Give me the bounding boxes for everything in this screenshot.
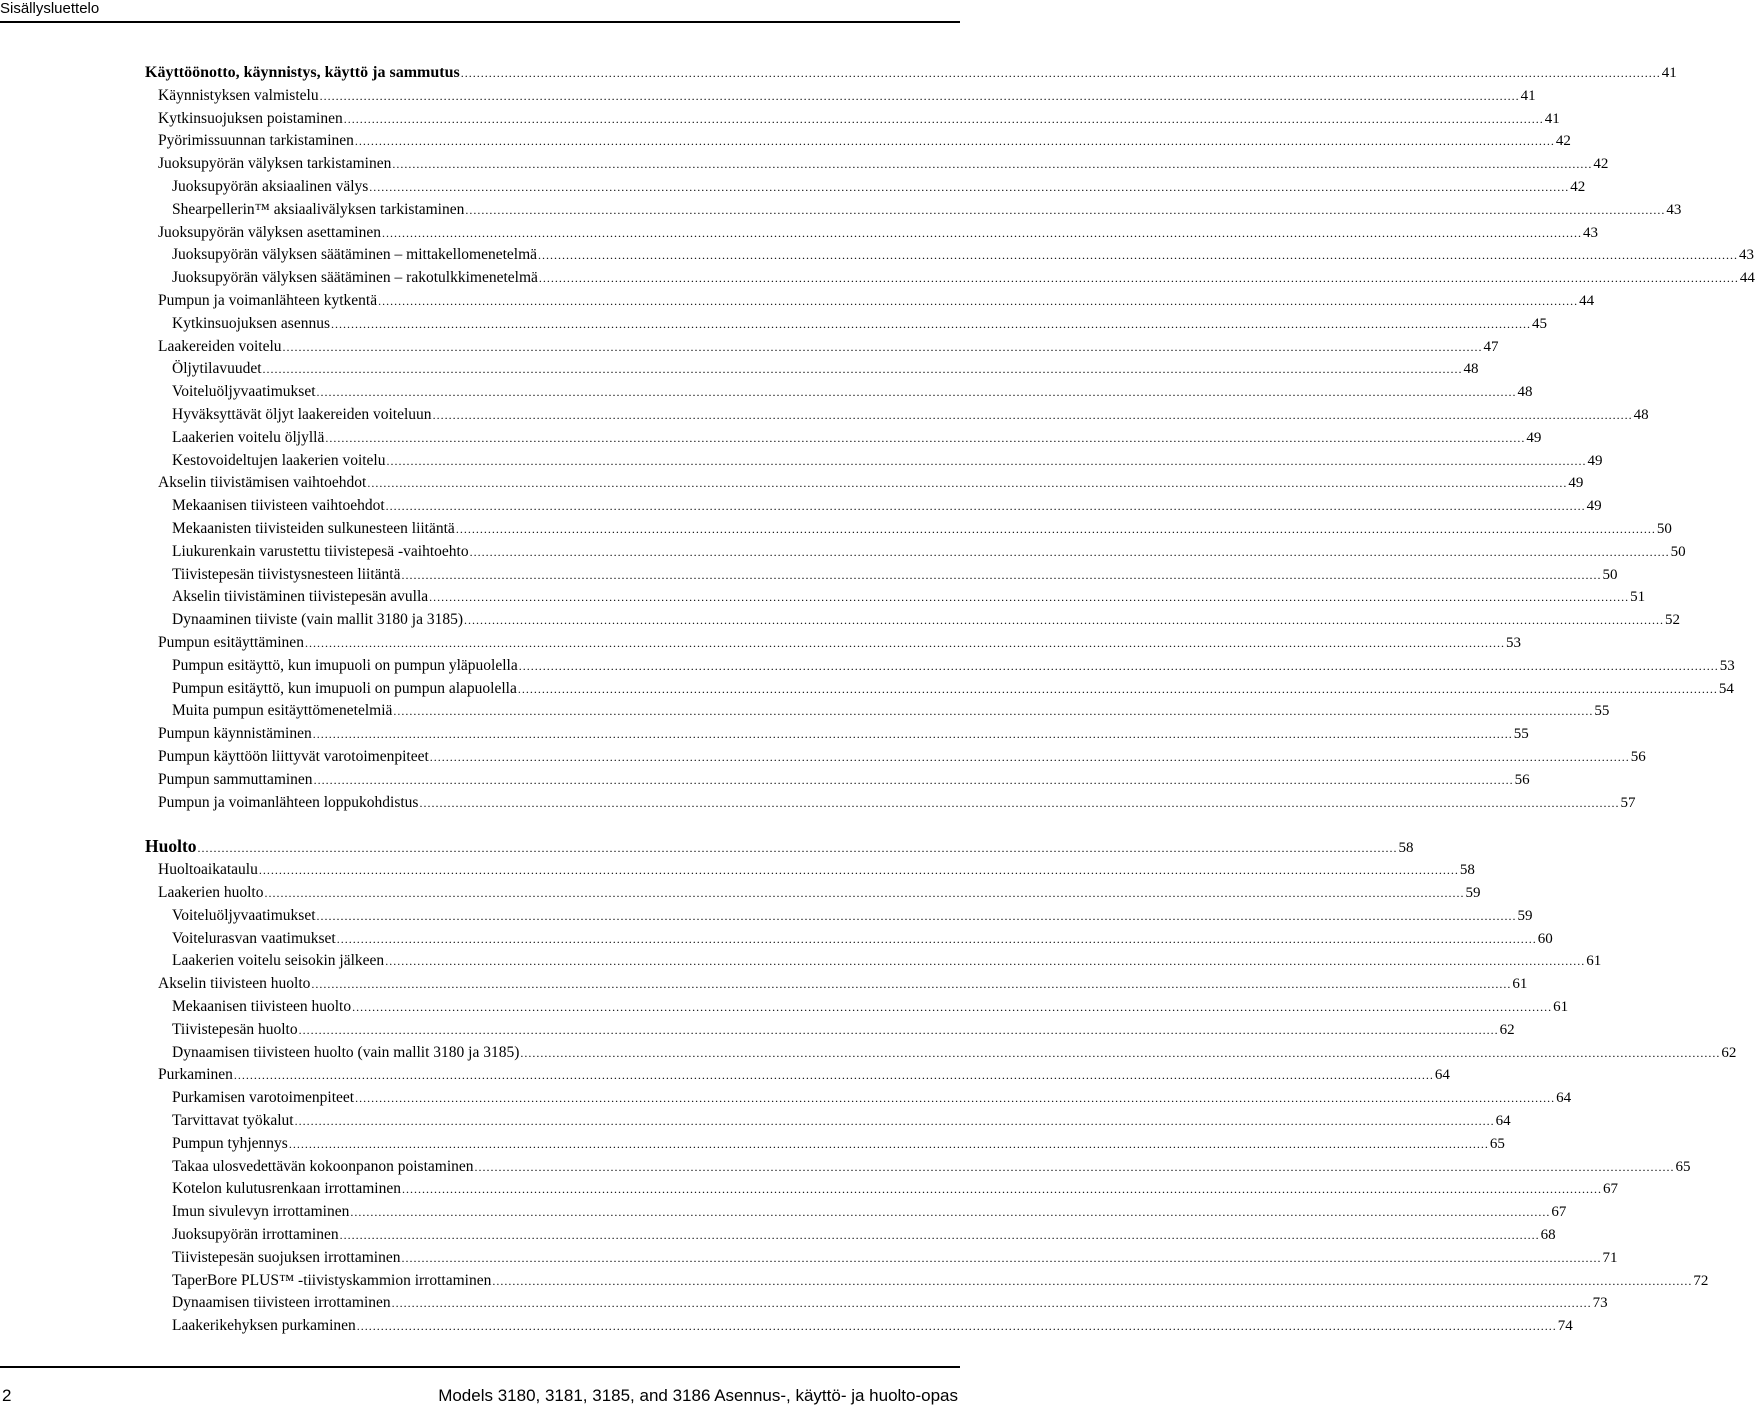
toc-entry-page-number: 65	[1675, 1159, 1691, 1175]
toc-entry-title: Voiteluöljyvaatimukset	[172, 383, 316, 400]
toc-entry-title: TaperBore PLUS™ -tiivistyskammion irrottaminen	[172, 1272, 492, 1289]
toc-entry[interactable]	[172, 198, 1682, 221]
footer-divider	[0, 1366, 960, 1368]
toc-entry-page-number: 42	[1593, 156, 1609, 172]
toc-entry-page-number: 41	[1544, 111, 1560, 127]
toc-entry[interactable]	[172, 1018, 1515, 1041]
toc-dot-leader: ............................................................................................................................................................................................................................................................................................................	[258, 863, 1459, 877]
toc-entry-title: Kotelon kulutusrenkaan irrottaminen	[172, 1180, 401, 1197]
toc-entry[interactable]	[158, 631, 1521, 654]
toc-entry-page-number: 50	[1656, 521, 1672, 537]
toc-dot-leader: ............................................................................................................................................................................................................................................................................................................	[304, 636, 1505, 650]
toc-entry-page-number: 62	[1721, 1045, 1737, 1061]
toc-dot-leader: ............................................................................................................................................................................................................................................................................................................	[538, 248, 1739, 262]
toc-entry[interactable]	[172, 1246, 1618, 1269]
toc-entry-title: Öljytilavuudet	[172, 360, 262, 377]
toc-dot-leader: ............................................................................................................................................................................................................................................................................................................	[350, 1205, 1551, 1219]
toc-entry-title: Tiivistepesän suojuksen irrottaminen	[172, 1249, 401, 1266]
toc-entry[interactable]	[158, 107, 1560, 130]
toc-entry-page-number: 51	[1630, 589, 1646, 605]
toc-dot-leader: ............................................................................................................................................................................................................................................................................................................	[538, 271, 1739, 285]
toc-dot-leader: ............................................................................................................................................................................................................................................................................................................	[313, 773, 1514, 787]
toc-entry[interactable]	[172, 699, 1610, 722]
toc-dot-leader: ............................................................................................................................................................................................................................................................................................................	[381, 226, 1582, 240]
toc-dot-leader: ............................................................................................................................................................................................................................................................................................................	[492, 1274, 1693, 1288]
toc-dot-leader: ............................................................................................................................................................................................................................................................................................................	[465, 203, 1666, 217]
toc-entry-page-number: 47	[1483, 339, 1499, 355]
toc-entry-title: Liukurenkain varustettu tiivistepesä -vaihtoehto	[172, 543, 469, 560]
toc-entry[interactable]	[158, 471, 1584, 494]
toc-entry-title: Tiivistepesän huolto	[172, 1021, 298, 1038]
toc-entry-title: Voitelurasvan vaatimukset	[172, 930, 336, 947]
toc-entry-title: Dynaamisen tiivisteen irrottaminen	[172, 1294, 391, 1311]
toc-entry[interactable]	[172, 1200, 1567, 1223]
toc-entry-title: Mekaanisten tiivisteiden sulkunesteen liitäntä	[172, 520, 455, 537]
footer-document-title: Models 3180, 3181, 3185, and 3186 Asennus-, käyttö- ja huolto-opas	[438, 1386, 958, 1405]
toc-entry[interactable]	[172, 585, 1646, 608]
footer-page-number: 2	[2, 1386, 12, 1405]
toc-entry[interactable]	[172, 1177, 1618, 1200]
toc-entry-page-number: 42	[1555, 133, 1571, 149]
toc-dot-leader: ............................................................................................................................................................................................................................................................................................................	[288, 1137, 1489, 1151]
toc-entry-title: Pumpun ja voimanlähteen kytkentä	[158, 292, 378, 309]
toc-entry-title: Pumpun ja voimanlähteen loppukohdistus	[158, 794, 419, 811]
toc-entry-title: Mekaanisen tiivisteen huolto	[172, 998, 352, 1015]
toc-dot-leader: ............................................................................................................................................................................................................................................................................................................	[355, 1091, 1556, 1105]
toc-dot-leader: ............................................................................................................................................................................................................................................................................................................	[336, 932, 1537, 946]
toc-entry-title: Dynaamisen tiivisteen huolto (vain mallit 3180 ja 3185)	[172, 1044, 520, 1061]
toc-dot-leader: ............................................................................................................................................................................................................................................................................................................	[312, 727, 1513, 741]
toc-entry-page-number: 55	[1513, 726, 1529, 742]
toc-entry-page-number: 52	[1665, 612, 1680, 628]
toc-entry[interactable]	[172, 1086, 1572, 1109]
toc-entry[interactable]	[172, 608, 1680, 631]
toc-entry[interactable]	[172, 1109, 1511, 1132]
toc-entry-page-number: 62	[1499, 1022, 1515, 1038]
toc-dot-leader: ............................................................................................................................................................................................................................................................................................................	[352, 1000, 1553, 1014]
toc-dot-leader: ............................................................................................................................................................................................................................................................................................................	[432, 408, 1633, 422]
toc-entry-title: Laakereiden voitelu	[158, 338, 282, 355]
toc-entry-page-number: 43	[1739, 247, 1755, 263]
toc-entry-title: Laakerien voitelu seisokin jälkeen	[172, 952, 385, 969]
toc-entry-page-number: 60	[1537, 931, 1553, 947]
toc-dot-leader: ............................................................................................................................................................................................................................................................................................................	[460, 66, 1661, 80]
toc-entry-page-number: 48	[1463, 361, 1479, 377]
toc-entry-page-number: 50	[1670, 544, 1686, 560]
toc-entry-title: Tiivistepesän tiivistysnesteen liitäntä	[172, 566, 401, 583]
toc-entry-page-number: 56	[1514, 772, 1530, 788]
toc-entry-title: Hyväksyttävät öljyt laakereiden voiteluun	[172, 406, 432, 423]
toc-entry-page-number: 65	[1489, 1136, 1505, 1152]
toc-entry[interactable]	[172, 995, 1569, 1018]
toc-entry[interactable]	[172, 517, 1672, 540]
toc-entry[interactable]	[172, 949, 1602, 972]
toc-entry-title: Pumpun käyttöön liittyvät varotoimenpiteet	[158, 748, 429, 765]
toc-entry[interactable]	[158, 722, 1529, 745]
toc-entry[interactable]	[158, 1063, 1450, 1086]
toc-entry-title: Pumpun käynnistäminen	[158, 725, 312, 742]
toc-dot-leader: ............................................................................................................................................................................................................................................................................................................	[386, 454, 1587, 468]
toc-entry-title: Mekaanisen tiivisteen vaihtoehdot	[172, 497, 385, 514]
toc-dot-leader: ............................................................................................................................................................................................................................................................................................................	[264, 886, 1465, 900]
toc-dot-leader: ............................................................................................................................................................................................................................................................................................................	[356, 1319, 1557, 1333]
toc-entry[interactable]	[158, 335, 1499, 358]
toc-dot-leader: ............................................................................................................................................................................................................................................................................................................	[298, 1023, 1499, 1037]
toc-entry[interactable]	[172, 1291, 1608, 1314]
toc-entry[interactable]	[172, 563, 1618, 586]
toc-entry-title: Laakerien huolto	[158, 884, 264, 901]
toc-entry[interactable]	[158, 791, 1636, 814]
toc-dot-leader: ............................................................................................................................................................................................................................................................................................................	[378, 294, 1579, 308]
toc-dot-leader: ............................................................................................................................................................................................................................................................................................................	[369, 180, 1570, 194]
toc-dot-leader: ............................................................................................................................................................................................................................................................................................................	[455, 522, 1656, 536]
toc-dot-leader: ............................................................................................................................................................................................................................................................................................................	[474, 1160, 1675, 1174]
toc-dot-leader: ............................................................................................................................................................................................................................................................................................................	[331, 317, 1532, 331]
toc-entry-title: Juoksupyörän välyksen säätäminen – mittakellomenetelmä	[172, 246, 538, 263]
toc-entry-page-number: 49	[1586, 498, 1602, 514]
toc-entry-title: Juoksupyörän aksiaalinen välys	[172, 178, 369, 195]
toc-entry[interactable]	[172, 654, 1735, 677]
toc-dot-leader: ............................................................................................................................................................................................................................................................................................................	[367, 476, 1568, 490]
toc-entry-page-number: 59	[1517, 908, 1533, 924]
toc-dot-leader: ............................................................................................................................................................................................................................................................................................................	[393, 704, 1594, 718]
toc-entry[interactable]	[158, 221, 1598, 244]
toc-dot-leader: ............................................................................................................................................................................................................................................................................................................	[401, 568, 1602, 582]
toc-entry[interactable]	[172, 312, 1548, 335]
toc-entry-page-number: 48	[1517, 384, 1533, 400]
toc-entry-title: Pumpun esitäyttäminen	[158, 634, 304, 651]
toc-entry[interactable]	[158, 972, 1528, 995]
toc-dot-leader: ............................................................................................................................................................................................................................................................................................................	[311, 977, 1512, 991]
toc-entry-page-number: 58	[1398, 840, 1414, 856]
toc-entry-page-number: 73	[1592, 1295, 1608, 1311]
toc-dot-leader: ............................................................................................................................................................................................................................................................................................................	[464, 613, 1664, 627]
toc-entry-title: Tarvittavat työkalut	[172, 1112, 294, 1129]
toc-dot-leader: ............................................................................................................................................................................................................................................................................................................	[520, 1046, 1721, 1060]
toc-entry[interactable]	[172, 1314, 1573, 1337]
toc-dot-leader: ............................................................................................................................................................................................................................................................................................................	[429, 750, 1630, 764]
toc-entry-title: Juoksupyörän irrottaminen	[172, 1226, 339, 1243]
toc-entry-page-number: 74	[1557, 1318, 1573, 1334]
toc-entry-title: Käynnistyksen valmistelu	[158, 87, 319, 104]
toc-entry[interactable]	[158, 858, 1475, 881]
toc-dot-leader: ............................................................................................................................................................................................................................................................................................................	[294, 1114, 1495, 1128]
toc-entry[interactable]	[172, 449, 1603, 472]
toc-entry-page-number: 61	[1586, 953, 1602, 969]
toc-entry[interactable]	[172, 175, 1586, 198]
toc-entry-title: Akselin tiivistäminen tiivistepesän avulla	[172, 588, 429, 605]
toc-entry[interactable]	[172, 927, 1553, 950]
toc-entry-page-number: 44	[1739, 270, 1755, 286]
toc-dot-leader: ............................................................................................................................................................................................................................................................................................................	[262, 362, 1463, 376]
toc-entry[interactable]	[158, 881, 1481, 904]
toc-entry-page-number: 56	[1630, 749, 1646, 765]
toc-entry-page-number: 68	[1540, 1227, 1556, 1243]
toc-entry[interactable]	[172, 540, 1686, 563]
toc-entry-title: Juoksupyörän välyksen tarkistaminen	[158, 155, 392, 172]
toc-entry[interactable]	[158, 129, 1571, 152]
toc-entry-title: Takaa ulosvedettävän kokoonpanon poistaminen	[172, 1158, 474, 1175]
toc-entry-title: Juoksupyörän välyksen asettaminen	[158, 224, 381, 241]
toc-dot-leader: ............................................................................................................................................................................................................................................................................................................	[233, 1068, 1434, 1082]
toc-entry-title: Kytkinsuojuksen poistaminen	[158, 110, 343, 127]
toc-entry[interactable]	[145, 835, 1414, 858]
toc-entry-title: Juoksupyörän välyksen säätäminen – rakotulkkimenetelmä	[172, 269, 538, 286]
toc-entry-page-number: 67	[1551, 1204, 1567, 1220]
toc-entry[interactable]	[158, 289, 1595, 312]
toc-entry-page-number: 61	[1553, 999, 1569, 1015]
toc-dot-leader: ............................................................................................................................................................................................................................................................................................................	[385, 499, 1586, 513]
toc-entry-page-number: 41	[1520, 88, 1536, 104]
toc-entry-title: Shearpellerin™ aksiaalivälyksen tarkistaminen	[172, 201, 465, 218]
toc-entry[interactable]	[172, 1041, 1737, 1064]
toc-dot-leader: ............................................................................................................................................................................................................................................................................................................	[402, 1182, 1602, 1196]
toc-entry-title: Imun sivulevyn irrottaminen	[172, 1203, 350, 1220]
toc-entry[interactable]	[172, 243, 1755, 266]
toc-entry-title: Pumpun sammuttaminen	[158, 771, 313, 788]
toc-dot-leader: ............................................................................................................................................................................................................................................................................................................	[385, 954, 1586, 968]
toc-entry-title: Kytkinsuojuksen asennus	[172, 315, 331, 332]
toc-entry[interactable]	[172, 426, 1542, 449]
toc-entry-page-number: 41	[1661, 65, 1677, 81]
toc-dot-leader: ............................................................................................................................................................................................................................................................................................................	[392, 157, 1593, 171]
toc-entry-page-number: 64	[1434, 1067, 1450, 1083]
toc-entry[interactable]	[172, 403, 1649, 426]
toc-entry[interactable]	[172, 380, 1533, 403]
toc-dot-leader: ............................................................................................................................................................................................................................................................................................................	[429, 590, 1630, 604]
toc-entry[interactable]	[172, 1155, 1691, 1178]
toc-entry-page-number: 55	[1594, 703, 1610, 719]
toc-entry-title: Pumpun esitäyttö, kun imupuoli on pumpun yläpuolella	[172, 657, 518, 674]
toc-dot-leader: ............................................................................................................................................................................................................................................................................................................	[391, 1296, 1592, 1310]
toc-entry-page-number: 49	[1568, 475, 1584, 491]
toc-dot-leader: ............................................................................................................................................................................................................................................................................................................	[319, 89, 1520, 103]
toc-entry[interactable]	[172, 677, 1734, 700]
toc-entry-page-number: 61	[1512, 976, 1528, 992]
toc-entry-page-number: 58	[1459, 862, 1475, 878]
toc-entry-page-number: 50	[1602, 567, 1618, 583]
toc-entry-page-number: 64	[1495, 1113, 1511, 1129]
toc-entry-title: Käyttöönotto, käynnistys, käyttö ja sammutus	[145, 64, 460, 81]
toc-entry-title: Voiteluöljyvaatimukset	[172, 907, 316, 924]
toc-entry-page-number: 67	[1603, 1181, 1618, 1197]
toc-dot-leader: ............................................................................................................................................................................................................................................................................................................	[316, 385, 1517, 399]
toc-entry-title: Laakerien voitelu öljyllä	[172, 429, 325, 446]
toc-entry-page-number: 45	[1532, 316, 1548, 332]
toc-entry-title: Kestovoideltujen laakerien voitelu	[172, 452, 386, 469]
toc-entry-title: Huoltoaikataulu	[158, 861, 258, 878]
toc-dot-leader: ............................................................................................................................................................................................................................................................................................................	[419, 796, 1620, 810]
toc-entry-page-number: 57	[1620, 795, 1636, 811]
toc-entry[interactable]	[172, 1223, 1556, 1246]
toc-entry[interactable]	[172, 1132, 1505, 1155]
toc-dot-leader: ............................................................................................................................................................................................................................................................................................................	[401, 1251, 1602, 1265]
toc-dot-leader: ............................................................................................................................................................................................................................................................................................................	[518, 659, 1719, 673]
toc-entry-page-number: 49	[1587, 453, 1603, 469]
toc-entry[interactable]	[172, 1269, 1709, 1292]
toc-entry[interactable]	[158, 152, 1609, 175]
toc-entry[interactable]	[145, 61, 1677, 84]
toc-entry-page-number: 49	[1526, 430, 1542, 446]
toc-entry-title: Laakerikehyksen purkaminen	[172, 1317, 356, 1334]
toc-entry[interactable]	[172, 904, 1533, 927]
toc-entry[interactable]	[158, 768, 1530, 791]
toc-entry-page-number: 53	[1719, 658, 1735, 674]
toc-entry-page-number: 43	[1666, 202, 1682, 218]
toc-dot-leader: ............................................................................................................................................................................................................................................................................................................	[316, 909, 1517, 923]
toc-entry-title: Pyörimissuunnan tarkistaminen	[158, 132, 354, 149]
toc-entry-page-number: 44	[1579, 293, 1595, 309]
toc-entry-title: Akselin tiivistämisen vaihtoehdot	[158, 474, 367, 491]
toc-entry-page-number: 59	[1465, 885, 1481, 901]
toc-dot-leader: ............................................................................................................................................................................................................................................................................................................	[197, 841, 1398, 855]
toc-dot-leader: ............................................................................................................................................................................................................................................................................................................	[325, 431, 1526, 445]
toc-entry-page-number: 64	[1556, 1090, 1572, 1106]
toc-entry[interactable]	[172, 357, 1479, 380]
toc-dot-leader: ............................................................................................................................................................................................................................................................................................................	[282, 340, 1483, 354]
toc-entry-title: Dynaaminen tiiviste (vain mallit 3180 ja 3185)	[172, 611, 463, 628]
toc-entry-title: Purkamisen varotoimenpiteet	[172, 1089, 355, 1106]
toc-dot-leader: ............................................................................................................................................................................................................................................................................................................	[469, 545, 1670, 559]
toc-entry[interactable]	[172, 494, 1602, 517]
toc-entry[interactable]	[172, 266, 1755, 289]
toc-dot-leader: ............................................................................................................................................................................................................................................................................................................	[517, 682, 1718, 696]
toc-dot-leader: ............................................................................................................................................................................................................................................................................................................	[339, 1228, 1540, 1242]
toc-dot-leader: ............................................................................................................................................................................................................................................................................................................	[354, 134, 1555, 148]
toc-entry[interactable]	[158, 745, 1646, 768]
toc-entry-page-number: 53	[1505, 635, 1521, 651]
toc-entry-page-number: 48	[1633, 407, 1649, 423]
toc-entry-title: Huolto	[145, 836, 197, 856]
toc-entry-page-number: 42	[1570, 179, 1586, 195]
toc-entry-page-number: 54	[1718, 681, 1734, 697]
toc-entry-page-number: 43	[1582, 225, 1598, 241]
toc-entry-page-number: 71	[1602, 1250, 1618, 1266]
toc-entry-title: Muita pumpun esitäyttömenetelmiä	[172, 702, 393, 719]
toc-entry[interactable]	[158, 84, 1536, 107]
toc-entry-page-number: 72	[1693, 1273, 1709, 1289]
toc-entry-title: Pumpun esitäyttö, kun imupuoli on pumpun alapuolella	[172, 680, 517, 697]
toc-entry-title: Pumpun tyhjennys	[172, 1135, 288, 1152]
page-header-title: Sisällysluettelo	[0, 0, 100, 17]
toc-dot-leader: ............................................................................................................................................................................................................................................................................................................	[343, 112, 1544, 126]
toc-entry-title: Purkaminen	[158, 1066, 233, 1083]
toc-entry-title: Akselin tiivisteen huolto	[158, 975, 311, 992]
